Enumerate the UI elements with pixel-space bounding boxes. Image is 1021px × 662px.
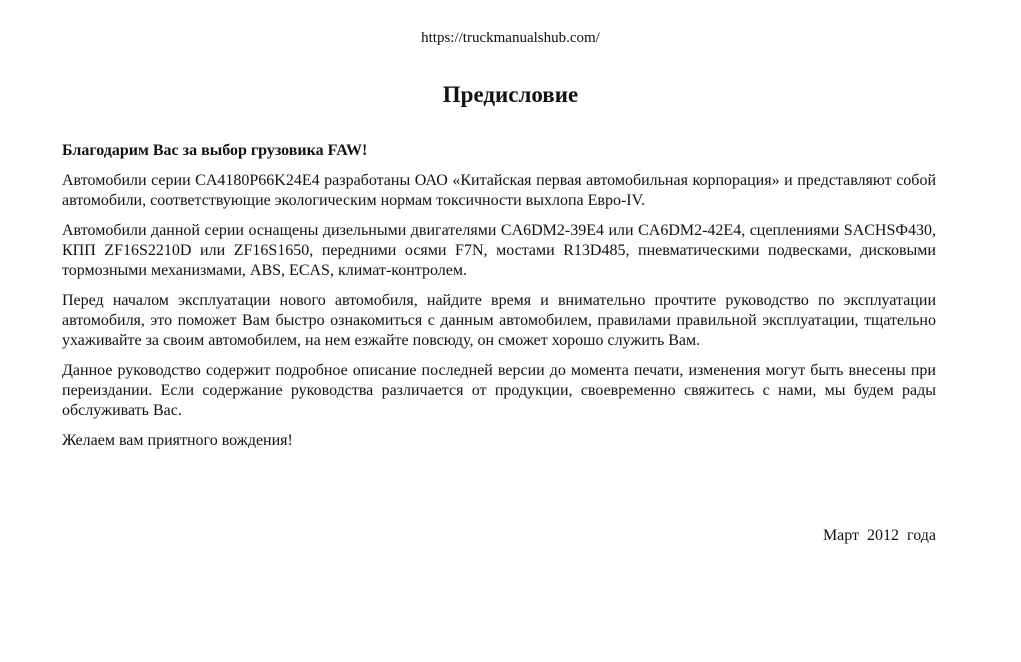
source-url: https://truckmanualshub.com/ <box>421 30 600 46</box>
paragraph-instructions: Перед началом эксплуатации нового автомобиля, найдите время и внимательно прочтите руководство по эксплуатации автомобиля, это поможет Вам быстро ознакомиться с данным автомобилем, правилами правильной эксплуатации, тщательно ухаживайте за своим автомобилем, на нем езжайте повсюду, он сможет хорошо служить Вам. <box>62 292 936 349</box>
paragraph-revisions: Данное руководство содержит подробное описание последней версии до момента печати, изменения могут быть внесены при переиздании. Если содержание руководства различается от продукции, своевременно свяжитесь с нами, мы будем рады обслуживать Вас. <box>62 362 936 419</box>
paragraph-series: Автомобили серии CA4180P66K24E4 разработаны ОАО «Китайская первая автомобильная корпорация» и представляют собой автомобили, соответствующие экологическим нормам токсичности выхлопа Евро-IV. <box>62 172 936 209</box>
document-body <box>62 141 936 461</box>
paragraph-equipment: Автомобили данной серии оснащены дизельными двигателями CA6DM2-39E4 или CA6DM2-42E4, сцеплениями SACHSФ430, КПП ZF16S2210D или ZF16S1650, передними осями F7N, мостами R13D485, пневматическими подвесками, дисковыми тормозными механизмами, ABS, ECAS, климат-контролем. <box>62 222 936 279</box>
closing-wish: Желаем вам приятного вождения! <box>62 432 293 449</box>
document-date: Март 2012 года <box>822 527 936 544</box>
page-title: Предисловие <box>442 82 579 107</box>
lead-sentence: Благодарим Вас за выбор грузовика FAW! <box>62 142 368 159</box>
